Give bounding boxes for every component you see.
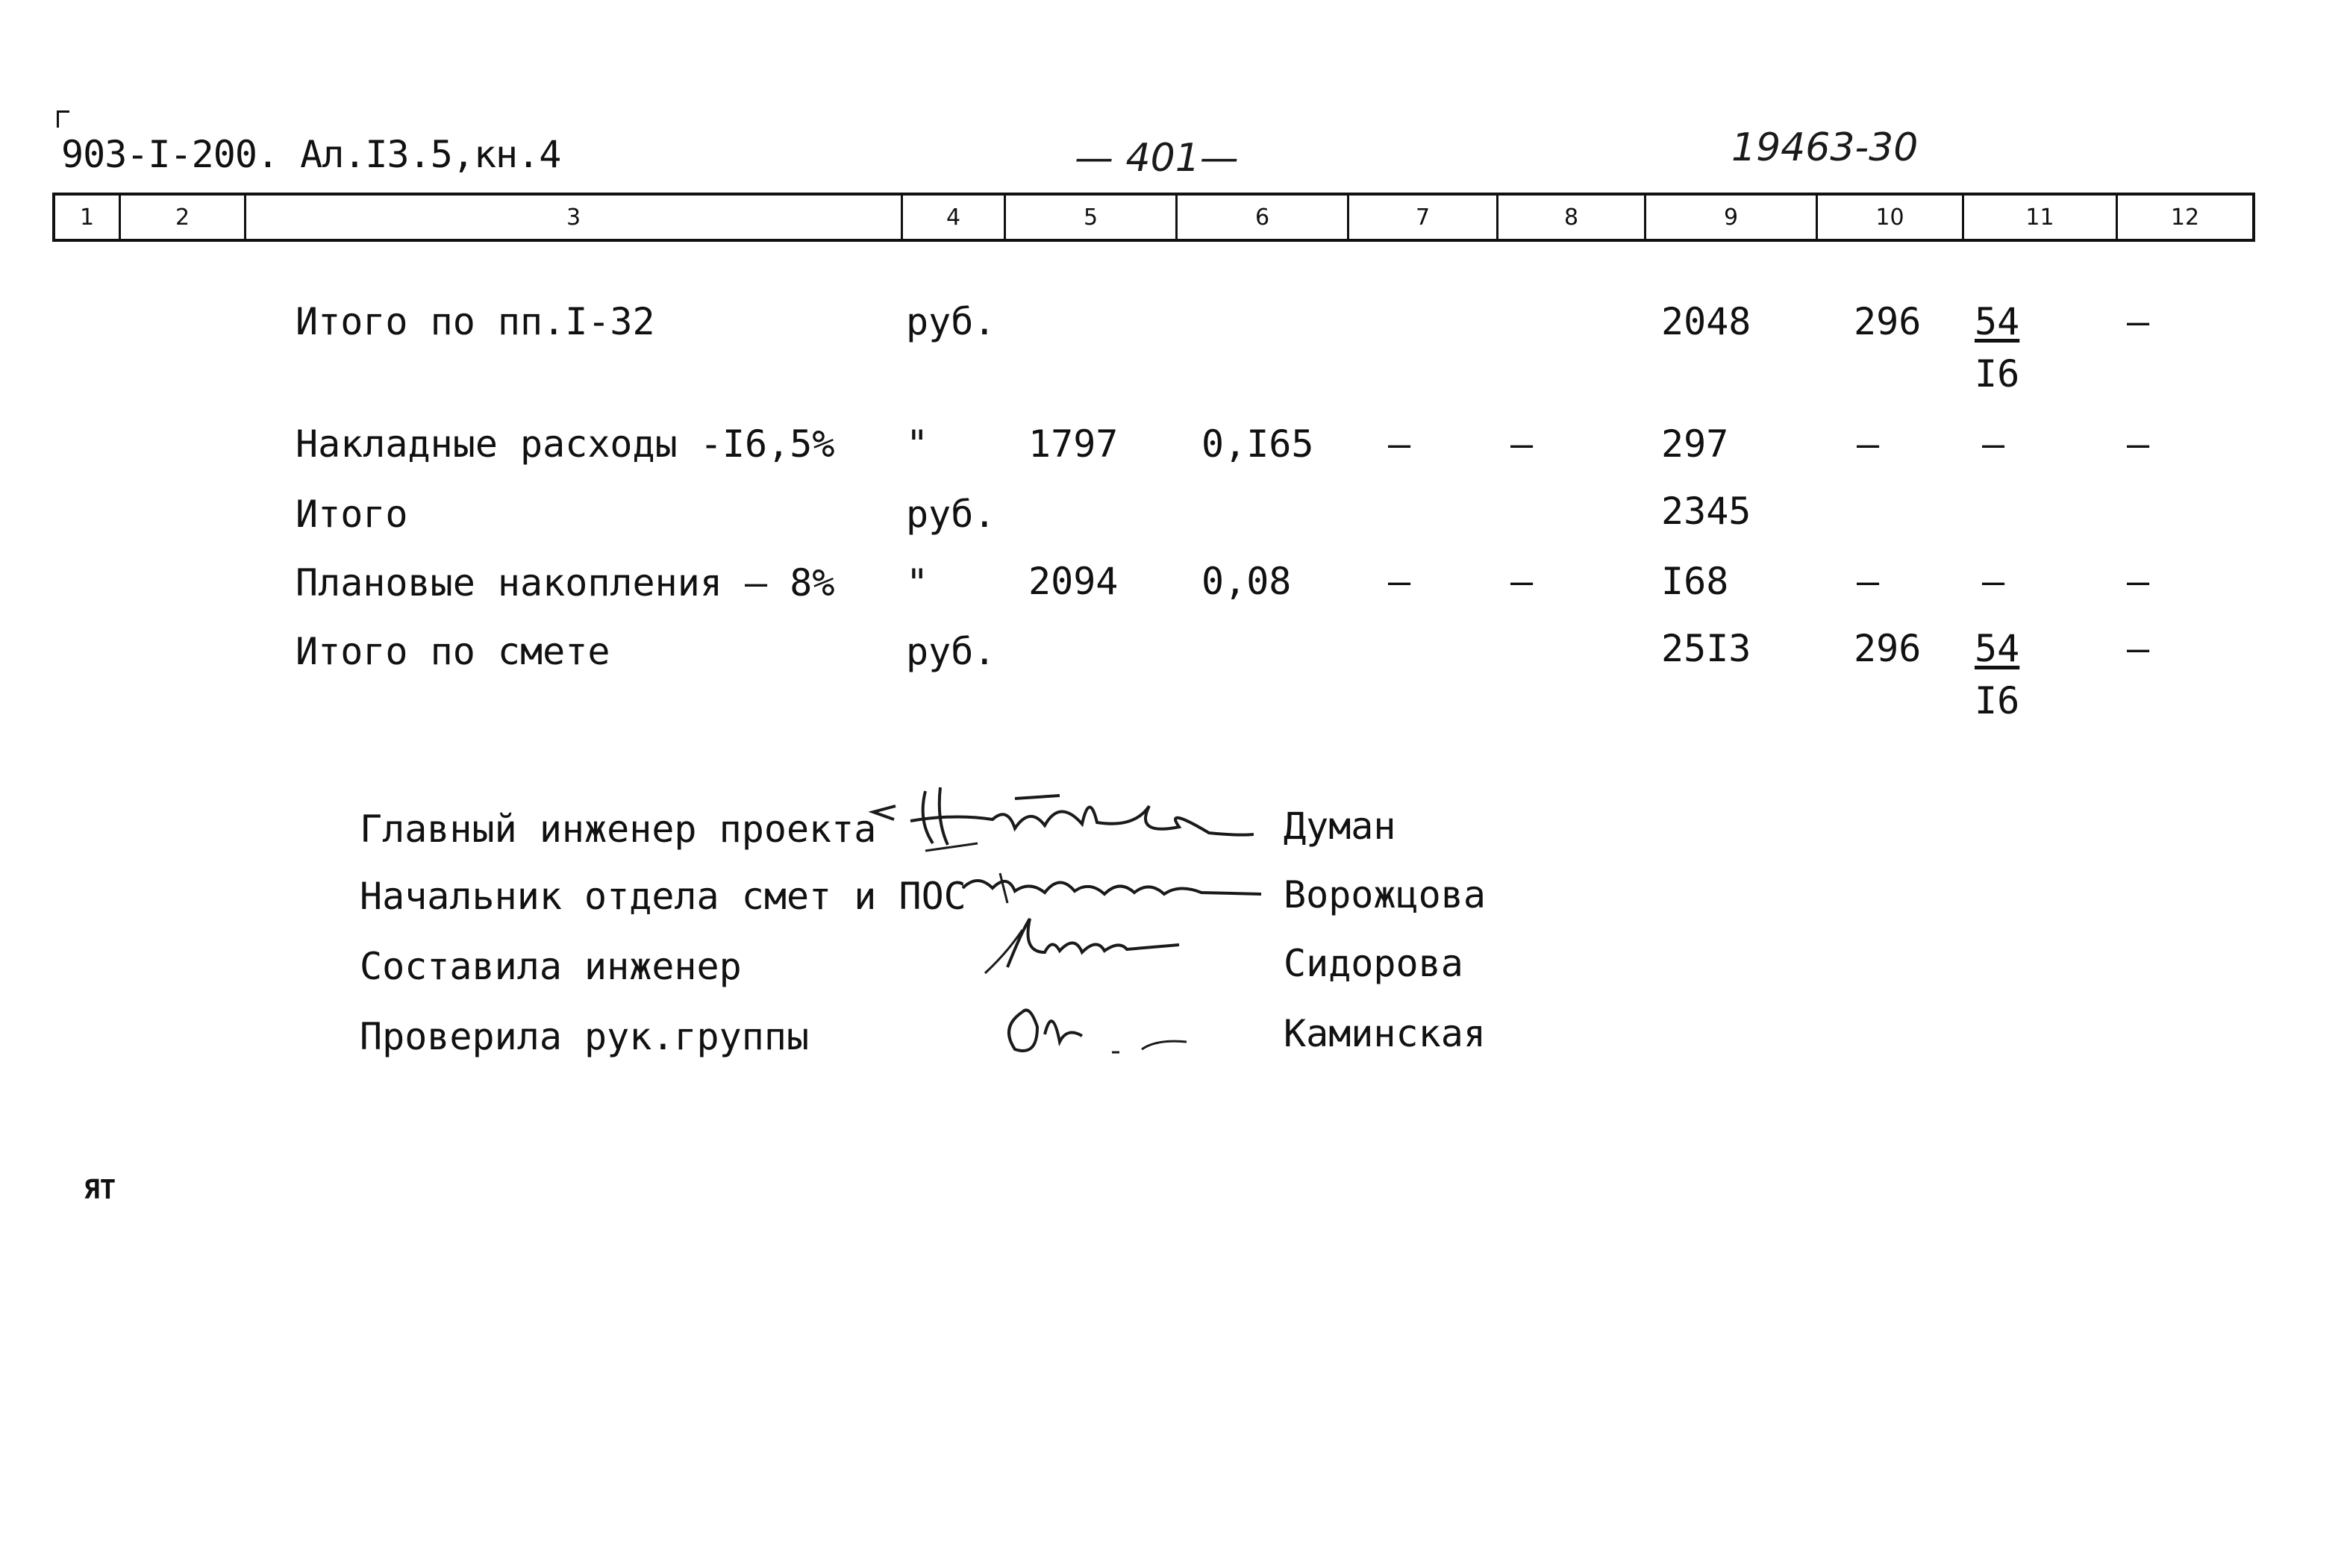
row-col11-fraction [1975,296,2019,400]
signature-name: Сидорова [1284,942,1463,985]
row-unit: руб. [906,300,996,343]
row-col10: 296 [1854,627,1922,670]
row-col11-numerator: 54 [1975,627,2020,670]
corner-mark [57,110,69,128]
row-col9: 297 [1661,422,1729,466]
row-col10: – [1857,422,1880,466]
signature-role: Начальник отдела смет и ПОС [360,875,966,918]
column-number: 2 [121,196,246,239]
row-col11: – [1982,560,2005,603]
row-col12: – [2127,627,2150,670]
column-number: 12 [2170,204,2200,231]
row-col6: 0,08 [1201,560,1292,603]
row-col5: 1797 [1028,422,1119,466]
row-col5: 2094 [1028,560,1119,603]
column-number: 3 [246,196,903,239]
signature-compiler [978,908,1201,982]
signature-role: Составила инженер [360,945,742,988]
column-number: 8 [1498,196,1646,239]
row-name: Итого по пп.I-32 [296,300,655,343]
row-col10: – [1857,560,1880,603]
column-number: 11 [1964,196,2118,239]
row-col11-fraction [1975,622,2019,727]
row-col9: 2048 [1661,300,1751,343]
row-col7: – [1388,422,1411,466]
document-code: 903-I-200. Ал.I3.5,кн.4 [61,133,561,176]
row-col9: I68 [1661,560,1729,603]
row-col11: – [1982,422,2005,466]
row-unit: " [906,422,929,466]
row-col10: 296 [1854,300,1922,343]
row-col9: 25I3 [1661,627,1751,670]
row-col11-denominator: I6 [1975,679,2020,722]
column-number: 1 [55,196,121,239]
row-col8: – [1510,422,1534,466]
column-number: 9 [1646,196,1818,239]
row-name: Плановые накопления – 8% [296,561,835,605]
signature-name: Ворожцова [1284,873,1486,916]
signature-role: Проверила рук.группы [360,1015,810,1058]
footer-mark: ЯТ [84,1175,116,1205]
signature-chief-engineer [866,776,1254,858]
signature-group-head [993,990,1231,1064]
row-name: Итого по смете [296,630,610,673]
row-unit: руб. [906,493,996,536]
signature-name: Думан [1284,805,1396,848]
signature-estimates-head [955,858,1269,910]
column-number: 6 [1178,196,1349,239]
row-col7: – [1388,560,1411,603]
row-col12: – [2127,300,2150,343]
row-col11-denominator: I6 [1975,352,2020,396]
row-col12: – [2127,560,2150,603]
row-col9: 2345 [1661,490,1751,533]
row-col6: 0,I65 [1201,422,1314,466]
row-col8: – [1510,560,1534,603]
column-number: 7 [1349,196,1498,239]
column-number: 4 [903,196,1006,239]
column-number: 10 [1818,196,1964,239]
row-unit: руб. [906,630,996,673]
signature-name: Каминская [1284,1012,1486,1055]
page-number: — 401— [1075,136,1239,181]
row-unit: " [906,561,929,605]
archive-number: 19463-30 [1731,125,1919,170]
signature-role: Главный инженер проекта [360,808,877,851]
column-number: 5 [1006,196,1178,239]
column-header-row [52,193,2255,242]
row-name: Итого [296,493,408,536]
row-col12: – [2127,422,2150,466]
row-name: Накладные расходы -I6,5% [296,422,835,466]
row-col11-numerator: 54 [1975,300,2020,343]
